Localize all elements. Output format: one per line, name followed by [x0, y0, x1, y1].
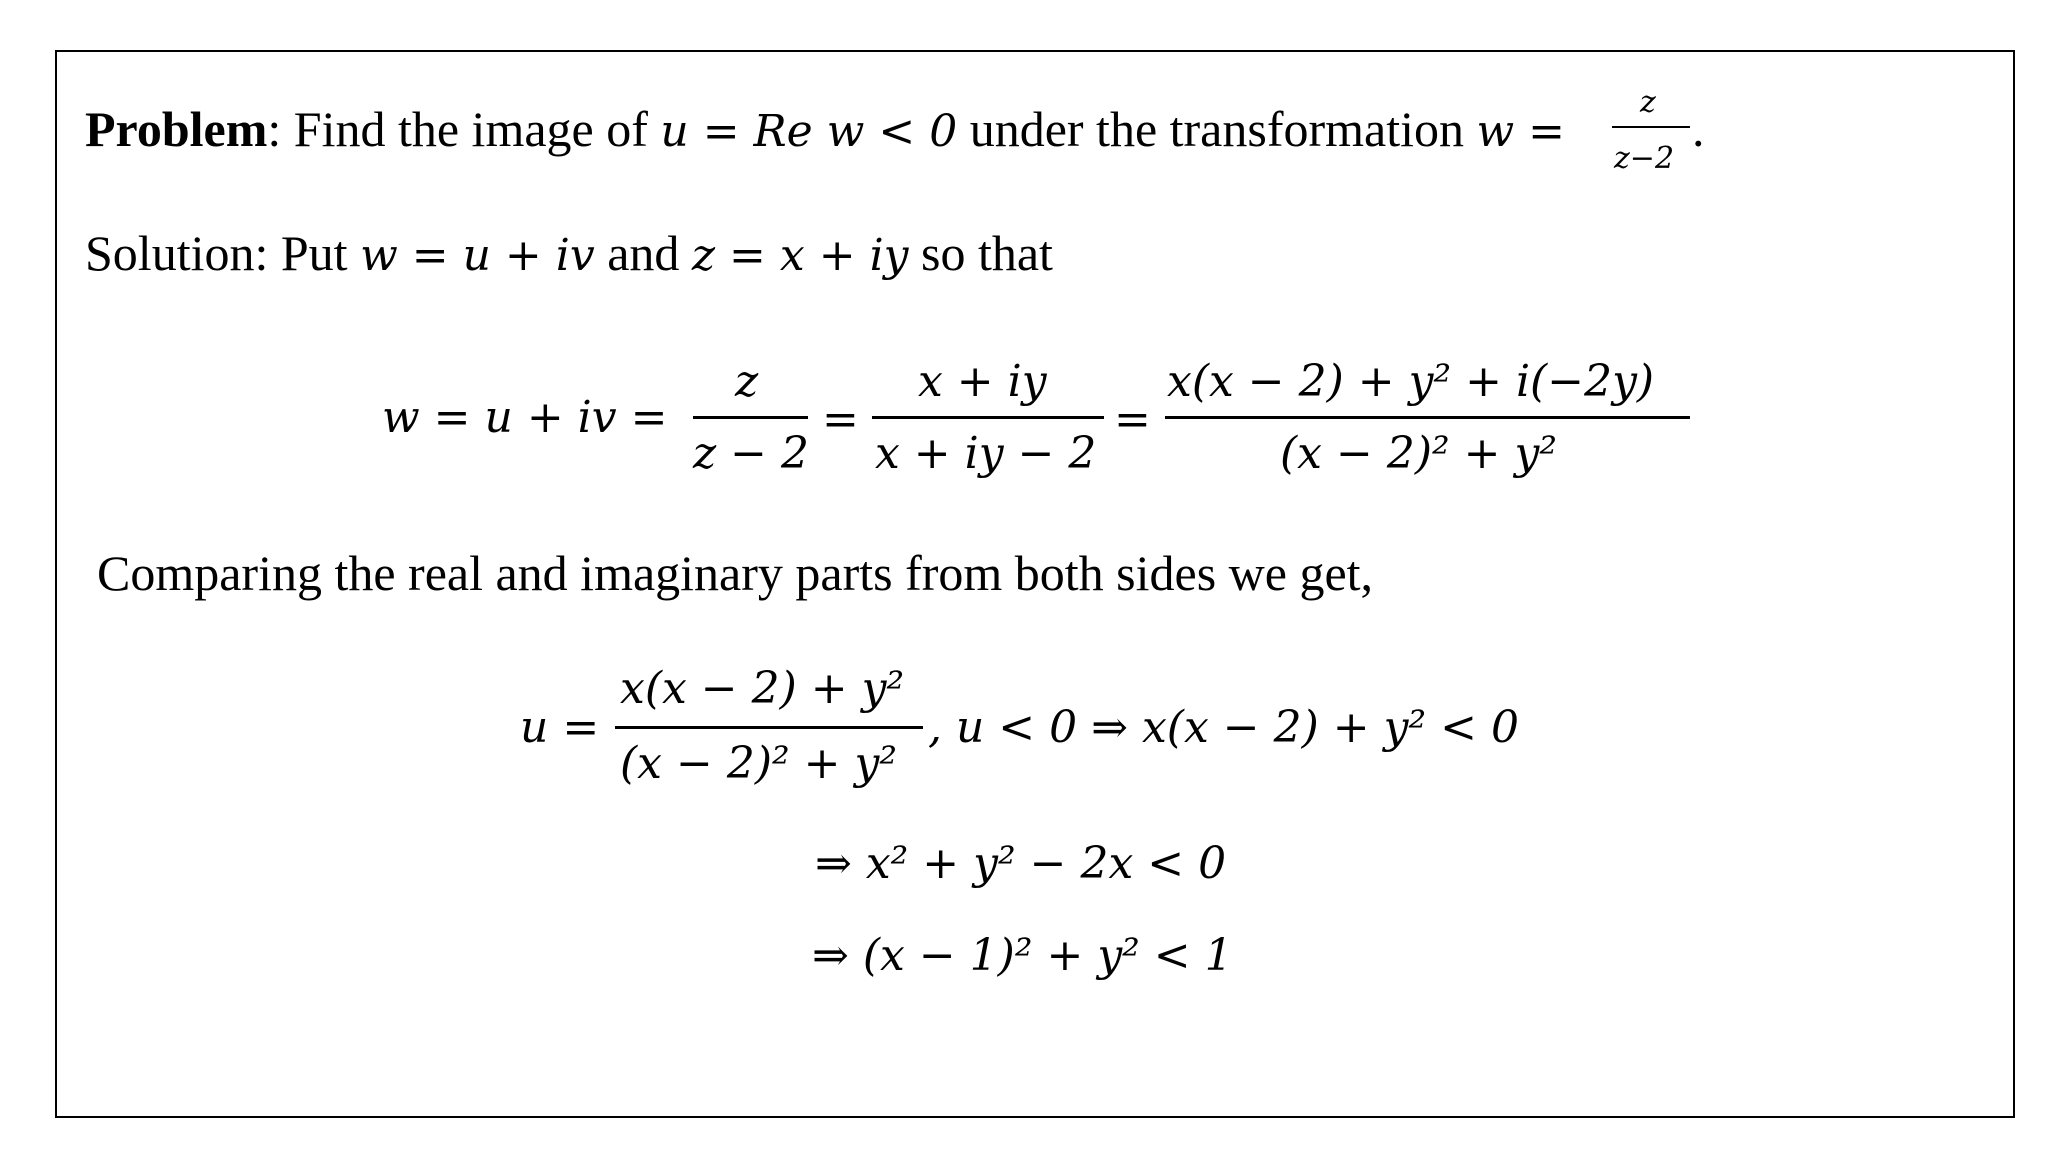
solution-w-def: w = u + iv: [360, 230, 595, 281]
problem-frac-num: z: [1640, 85, 1656, 120]
eq1-f3-num: x(x − 2) + y² + i(−2y): [1167, 356, 1655, 407]
problem-text-after: under the transformation: [957, 101, 1477, 157]
eq2-f-den: (x − 2)² + y²: [620, 738, 897, 789]
eq1-equals-2: =: [1114, 394, 1151, 445]
eq2-f-bar: [615, 726, 923, 729]
eq1-f3-den: (x − 2)² + y²: [1280, 428, 1557, 479]
solution-and: and: [594, 225, 692, 281]
step-2: ⇒ x² + y² − 2x < 0: [815, 838, 1227, 889]
eq1-f2-den: x + iy − 2: [875, 428, 1097, 479]
solution-so-that: so that: [908, 225, 1053, 281]
problem-condition: u = Re w < 0: [660, 106, 958, 157]
eq1-f1-num: z: [735, 356, 759, 407]
eq1-f1-den: z − 2: [693, 428, 810, 479]
eq2-rhs: , u < 0 ⇒ x(x − 2) + y² < 0: [928, 702, 1519, 753]
solution-intro: Solution: Put: [85, 225, 361, 281]
eq1-f2-num: x + iy: [918, 356, 1047, 407]
solution-z-def: z = x + iy: [691, 230, 909, 281]
eq1-f1-bar: [693, 416, 808, 419]
eq1-equals-1: =: [822, 394, 859, 445]
problem-text-before: : Find the image of: [267, 101, 661, 157]
problem-w-eq: w =: [1476, 106, 1566, 157]
step-3: ⇒ (x − 1)² + y² < 1: [812, 930, 1233, 981]
eq1-f3-bar: [1165, 416, 1690, 419]
problem-line: [85, 101, 1566, 157]
problem-period: .: [1692, 101, 1705, 157]
eq2-f-num: x(x − 2) + y²: [620, 663, 905, 714]
comparing-text: Comparing the real and imaginary parts from both sides we get,: [97, 545, 1374, 601]
eq1-f2-bar: [872, 416, 1104, 419]
problem-frac-bar: [1612, 126, 1690, 128]
solution-line: [85, 225, 1053, 281]
eq2-lhs: u =: [520, 702, 600, 753]
eq1-lhs: w = u + iv =: [382, 392, 668, 443]
problem-label: Problem: [85, 101, 268, 157]
problem-frac-den: z−2: [1614, 141, 1675, 176]
